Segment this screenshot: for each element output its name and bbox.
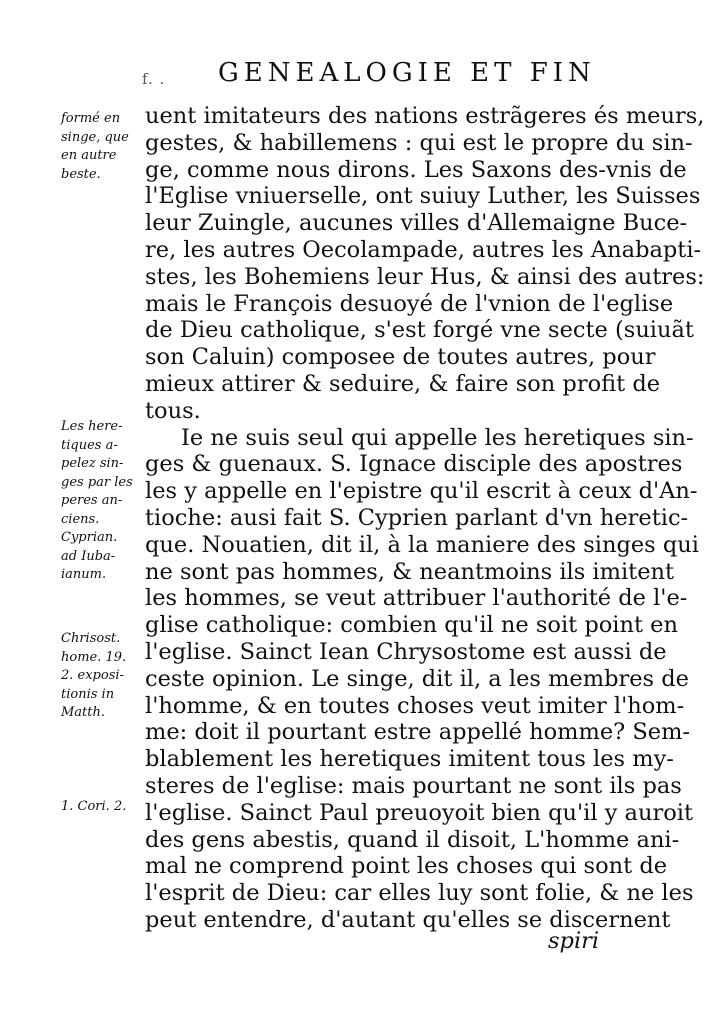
text-line: steres de l'eglise: mais pourtant ne sont ils pas (145, 772, 682, 799)
margin-line: Matth. (61, 705, 106, 720)
text-line: l'eglise. Sainct Paul preuoyoit bien qu'il y auroit (145, 799, 693, 826)
running-title: GENEALOGIE ET FIN (218, 58, 596, 88)
text-line: de Dieu catholique, s'est forgé vne secte (suiuãt (145, 317, 694, 344)
margin-line: en autre (61, 148, 117, 163)
text-line: re, les autres Oecolampade, autres les Anabapti- (145, 236, 702, 263)
text-line: peut entendre, d'autant qu'elles se discernent (145, 906, 671, 933)
text-line: mais le François desuoyé de l'vnion de l'eglise (145, 290, 674, 317)
text-line: des gens abestis, quand il disoit, L'homme ani- (145, 826, 680, 853)
text-line: leur Zuingle, aucunes villes d'Allemaigne Buce- (145, 210, 688, 237)
margin-line: ad Iuba- (61, 548, 116, 564)
text-line: me: doit il pourtant estre appellé homme? Sem- (145, 719, 691, 746)
text-line: l'eglise. Sainct Iean Chrysostome est aussi de (145, 638, 667, 665)
margin-line: pelez sin- (61, 456, 124, 471)
text-line: que. Nouatien, dit il, à la maniere des singes qui (145, 531, 699, 558)
text-line: les y appelle en l'epistre qu'il escrit à ceux d'An- (145, 478, 698, 505)
margin-line: ciens. (61, 511, 100, 527)
text-line: ges & guenaux. S. Ignace disciple des apostres (145, 451, 683, 478)
margin-line: Les here- (61, 419, 123, 434)
margin-line: 2. exposi- (61, 668, 124, 683)
body-text (145, 103, 705, 934)
text-line: mal ne comprend point les choses qui sont de (145, 853, 668, 880)
text-line: ceste opinion. Le singe, dit il, a les membres de (145, 665, 689, 692)
text-line: tioche: ausi fait S. Cyprien parlant d'vn heretic- (145, 504, 689, 531)
margin-note (61, 630, 143, 723)
text-line: blablement les heretiques imitent tous les my- (145, 746, 674, 773)
margin-line: beste. (61, 166, 101, 182)
margin-line: Chrisost. (61, 631, 121, 646)
text-line: l'esprit de Dieu: car elles luy sont folie, & ne les (145, 880, 694, 907)
text-line: tous. (145, 397, 201, 424)
text-line: Ie ne suis seul qui appelle les heretiques sin- (181, 424, 694, 451)
text-line: mieux attirer & seduire, & faire son profit de (145, 370, 661, 397)
text-line: l'Eglise vniuerselle, ont suiuy Luther, les Suisses (145, 183, 701, 210)
text-line: uent imitateurs des nations estrãgeres és meurs, (145, 103, 705, 129)
margin-note (61, 418, 143, 585)
margin-line: tionis in (61, 686, 115, 702)
margin-line: 1. Cori. 2. (61, 799, 127, 814)
text-line: gestes, & habillemens : qui est le propre du sin- (145, 129, 693, 156)
margin-line: Cyprian. (61, 530, 118, 545)
margin-note (61, 798, 143, 817)
text-line: son Caluin) composee de toutes autres, pour (145, 344, 656, 371)
text-line: ge, comme nous dirons. Les Saxons des-vnis de (145, 156, 687, 183)
text-line: stes, les Bohemiens leur Hus, & ainsi des autres: (145, 263, 705, 290)
text-line: ne sont pas hommes, & neantmoins ils imitent (145, 558, 675, 585)
margin-line: singe, que (61, 129, 129, 145)
text-line: glise catholique: combien qu'il ne soit point en (145, 612, 678, 639)
folio-mark: f. . (142, 70, 166, 88)
margin-line: tiques a- (61, 437, 118, 453)
margin-line: home. 19. (61, 649, 127, 665)
text-line: les hommes, se veut attribuer l'authorité de l'e- (145, 585, 688, 612)
margin-line: ianum. (61, 567, 107, 582)
text-line: l'homme, & en toutes choses veut imiter l'hom- (145, 692, 685, 719)
margin-line: peres an- (61, 493, 123, 508)
margin-note (61, 110, 143, 184)
catchword: spiri (548, 928, 600, 954)
margin-line: formé en (61, 111, 121, 126)
margin-line: ges par les (61, 474, 133, 490)
